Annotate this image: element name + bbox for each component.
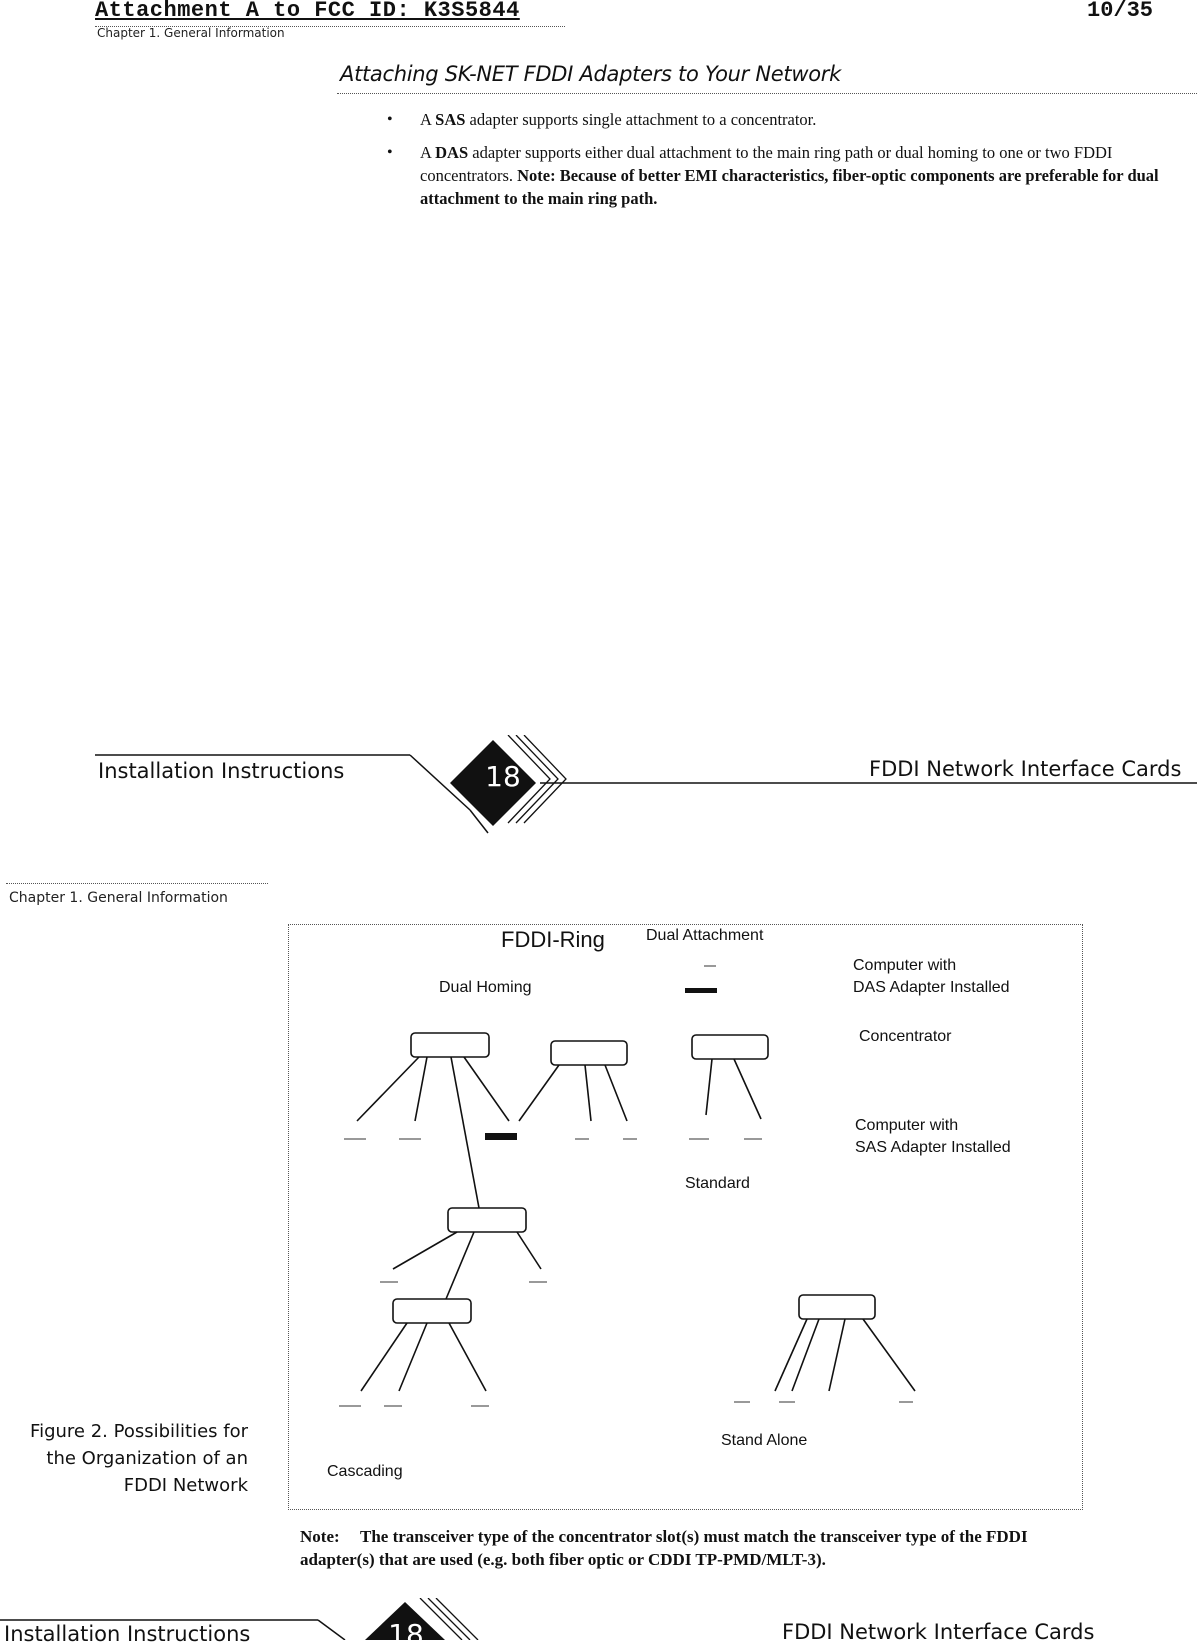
label-computer-sas-2: SAS Adapter Installed <box>855 1139 1011 1156</box>
label-cascading: Cascading <box>327 1463 403 1480</box>
sas-term: SAS <box>435 110 466 129</box>
concentrator-stand-alone <box>799 1295 875 1319</box>
fddi-diagram-graphics <box>289 925 1082 1509</box>
emi-note: Note: Because of better EMI characteristics, fiber-optic components are preferable for dual attachment to the main ring path. <box>420 166 1159 208</box>
section-title: Attaching SK-NET FDDI Adapters to Your Network <box>340 62 841 86</box>
concentrator-cascade-1 <box>448 1208 526 1232</box>
footer-page-number: 18 <box>485 760 521 793</box>
section-title-rule <box>337 93 1197 94</box>
concentrator-standard <box>692 1035 768 1059</box>
das-computer-dual-attachment <box>685 988 717 993</box>
label-dual-homing: Dual Homing <box>439 979 532 996</box>
concentrator-dual-homing-1 <box>411 1033 489 1057</box>
note-label: Note: <box>300 1527 340 1546</box>
label-concentrator: Concentrator <box>859 1028 952 1045</box>
computer-icons <box>339 965 913 1407</box>
das-computer-dual-homing <box>485 1133 517 1140</box>
bullet-sas: • A SAS adapter supports single attachment to a concentrator. <box>385 108 1175 131</box>
concentrator-cascade-2 <box>393 1299 471 1323</box>
note-text: The transceiver type of the concentrator slot(s) must match the transceiver type of the FDDI adapter(s) that are used (e.g. both fiber optic or CDDI TP-PMD/MLT-3). <box>300 1527 1028 1569</box>
adapter-bullet-list <box>385 108 1175 220</box>
footer-installation-instructions: Installation Instructions <box>98 759 345 783</box>
bullet-das: • A DAS adapter supports either dual attachment to the main ring path or dual homing to one or two FDDI concentrators. Note: Because of better EMI characteristics, fiber-optic components are preferable for dual attachment to the main ring path. <box>385 141 1175 210</box>
label-computer-das-2: DAS Adapter Installed <box>853 979 1010 996</box>
das-term: DAS <box>435 143 469 162</box>
label-computer-das-1: Computer with <box>853 957 957 974</box>
fddi-network-diagram <box>288 924 1083 1510</box>
label-dual-attachment: Dual Attachment <box>646 927 764 944</box>
footer-ornament-2 <box>0 1598 1197 1640</box>
footer-page-number-2: 18 <box>388 1618 424 1651</box>
label-computer-sas-1: Computer with <box>855 1117 959 1134</box>
chapter-label: Chapter 1. General Information <box>97 26 285 40</box>
footer-fddi-cards: FDDI Network Interface Cards <box>869 757 1182 781</box>
fcc-header-title: Attachment A to FCC ID: K3S5844 <box>95 0 520 23</box>
figure-caption: Figure 2. Possibilities for the Organization of an FDDI Network <box>30 1421 248 1496</box>
label-stand-alone: Stand Alone <box>721 1432 808 1449</box>
chapter-label-2: Chapter 1. General Information <box>9 890 228 906</box>
footer-installation-instructions-2: Installation Instructions <box>4 1622 251 1646</box>
concentrator-dual-homing-2 <box>551 1041 627 1065</box>
diagram-title: FDDI-Ring <box>501 927 605 952</box>
transceiver-note <box>300 1525 1100 1571</box>
label-standard: Standard <box>685 1175 750 1192</box>
footer-ornament-1 <box>90 735 1197 845</box>
page-counter: 10/35 <box>1087 0 1154 23</box>
footer-fddi-cards-2: FDDI Network Interface Cards <box>782 1620 1095 1644</box>
chapter-top-rule-2 <box>6 883 268 884</box>
